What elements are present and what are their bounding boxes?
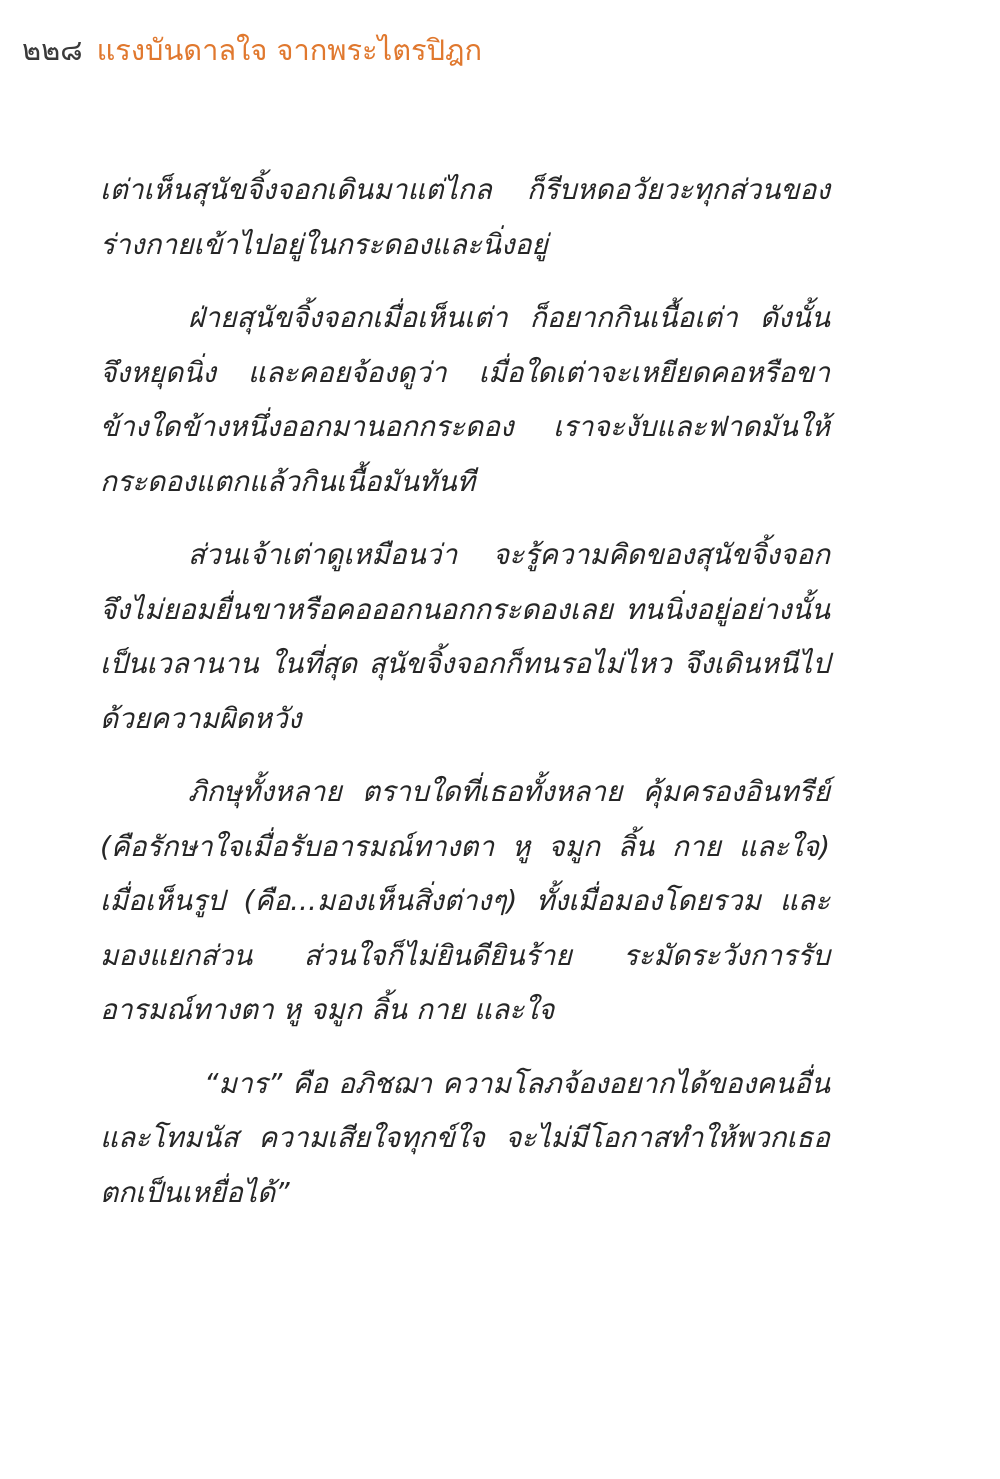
paragraph-monks-guard-senses: ภิกษุทั้งหลาย ตราบใดที่เธอทั้งหลาย คุ้มครองอินทรีย์ (คือรักษาใจเมื่อรับอารมณ์ทางตา หู จมูก ลิ้น กาย และใจ) เมื่อเห็นรูป (คือ...มองเห็นสิ่งต่างๆ) ทั้งเมื่อมองโดยรวม และมองแยกส่วน ส่วนใจก็ไม่ยินดียินร้าย ระมัดระวังการรับอารมณ์ทางตา หู จมูก ลิ้น กาย และใจ	[100, 775, 830, 1026]
page-number: ๒๒๘	[22, 33, 83, 67]
book-title: แรงบันดาลใจ จากพระไตรปิฎก	[96, 33, 483, 67]
body-text	[100, 163, 830, 1239]
paragraph-turtle-hides: เต่าเห็นสุนัขจิ้งจอกเดินมาแต่ไกล ก็รีบหดอวัยวะทุกส่วนของร่างกายเข้าไปอยู่ในกระดองและนิ่งอยู่	[100, 173, 830, 261]
running-header	[22, 30, 482, 70]
paragraph-mara-quote: “มาร” คือ อภิชฌา ความโลภจ้องอยากได้ของคนอื่นและโทมนัส ความเสียใจทุกข์ใจ จะไม่มีโอกาสทำให้พวกเธอตกเป็นเหยื่อได้”	[100, 1066, 830, 1209]
paragraph-fox-leaves: ส่วนเจ้าเต่าดูเหมือนว่า จะรู้ความคิดของสุนัขจิ้งจอกจึงไม่ยอมยื่นขาหรือคอออกนอกกระดองเลย ทนนิ่งอยู่อย่างนั้นเป็นเวลานาน ในที่สุด สุนัขจิ้งจอกก็ทนรอไม่ไหว จึงเดินหนีไปด้วยความผิดหวัง	[100, 538, 830, 735]
paragraph-fox-waits: ฝ่ายสุนัขจิ้งจอกเมื่อเห็นเต่า ก็อยากกินเนื้อเต่า ดังนั้นจึงหยุดนิ่ง และคอยจ้องดูว่า เมื่อใดเต่าจะเหยียดคอหรือขาข้างใดข้างหนึ่งออกมานอกกระดอง เราจะงับและฟาดมันให้กระดองแตกแล้วกินเนื้อมันทันที	[100, 301, 830, 498]
